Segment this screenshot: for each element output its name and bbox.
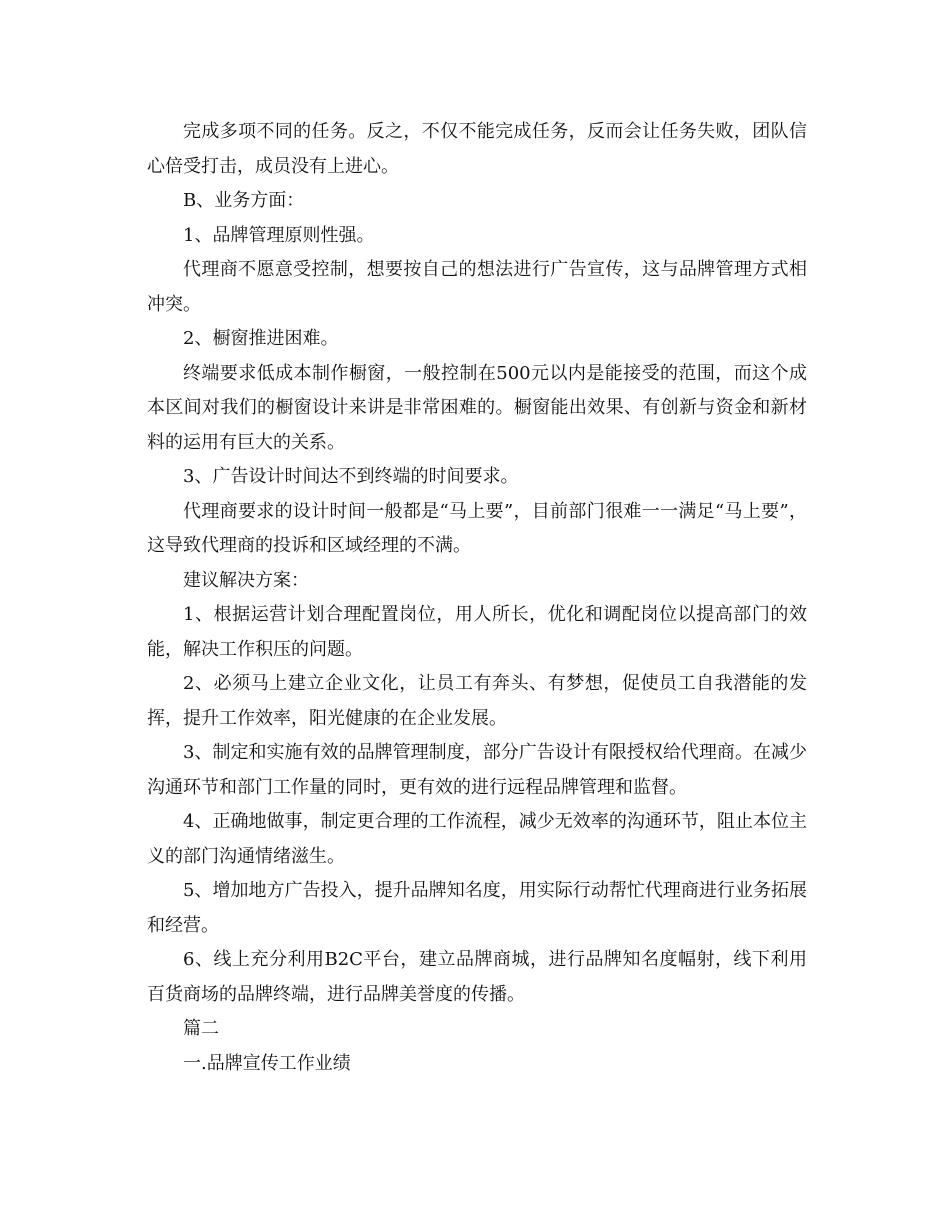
section-heading-business: B、业务方面： <box>183 190 305 211</box>
solution-6: 6、线上充分利用B2C平台，建立品牌商城，进行品牌知名度幅射，线下利用百货商场的品牌终端，进行品牌美誉度的传播。 <box>147 949 807 1005</box>
issue-heading-1: 1、品牌管理原则性强。 <box>183 224 375 246</box>
paragraph-issue-3: 代理商要求的设计时间一般都是“马上要”，目前部门很难一一满足“马上要”，这导致代理商的投诉和区域经理的不满。 <box>147 500 807 556</box>
solutions-heading: 建议解决方案： <box>183 569 309 591</box>
solution-2: 2、必须马上建立企业文化，让员工有奔头、有梦想，促使员工自我潜能的发挥，提升工作效率，阳光健康的在企业发展。 <box>147 673 807 729</box>
solution-1: 1、根据运营计划合理配置岗位，用人所长，优化和调配岗位以提高部门的效能，解决工作积压的问题。 <box>147 604 807 660</box>
document-body <box>147 115 807 1081</box>
paragraph-issue-1: 代理商不愿意受控制，想要按自己的想法进行广告宣传，这与品牌管理方式相冲突。 <box>147 259 807 315</box>
issue-heading-2: 2、橱窗推进困难。 <box>183 328 339 349</box>
paragraph-1: 完成多项不同的任务。反之，不仅不能完成任务，反而会让任务失败，团队信心倍受打击，成员没有上进心。 <box>147 121 807 177</box>
solution-5: 5、增加地方广告投入，提升品牌知名度，用实际行动帮忙代理商进行业务拓展和经营。 <box>147 880 807 936</box>
issue-heading-3: 3、广告设计时间达不到终端的时间要求。 <box>183 466 519 487</box>
solution-3: 3、制定和实施有效的品牌管理制度，部分广告设计有限授权给代理商。在减少沟通环节和部门工作量的同时，更有效的进行远程品牌管理和监督。 <box>147 742 807 798</box>
solution-4: 4、正确地做事，制定更合理的工作流程，减少无效率的沟通环节，阻止本位主义的部门沟通情绪滋生。 <box>147 811 807 867</box>
section-heading-brand-promotion: 一.品牌宣传工作业绩 <box>183 1052 351 1074</box>
paragraph-issue-2: 终端要求低成本制作橱窗，一般控制在500元以内是能接受的范围，而这个成本区间对我们的橱窗设计来讲是非常困难的。橱窗能出效果、有创新与资金和新材料的运用有巨大的关系。 <box>147 362 807 453</box>
part-two-heading: 篇二 <box>183 1018 219 1039</box>
